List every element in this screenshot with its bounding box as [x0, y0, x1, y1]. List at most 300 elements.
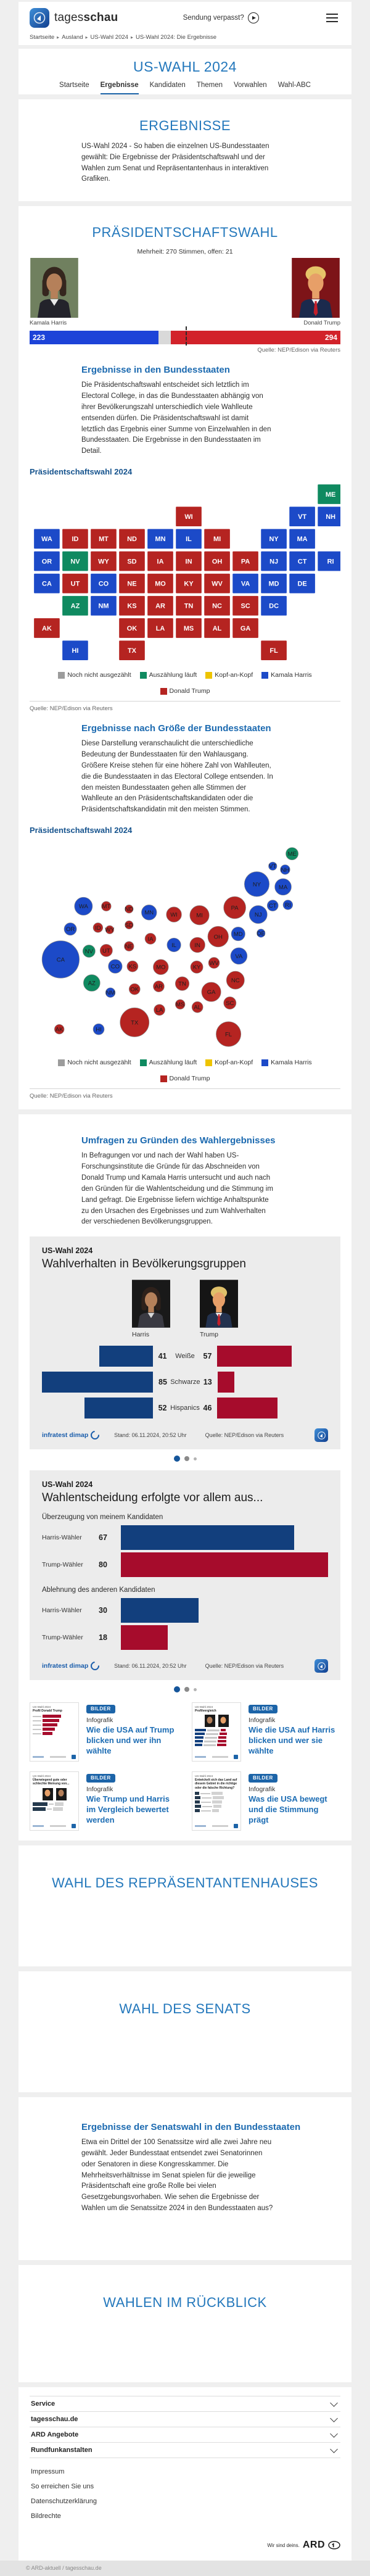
card1-photos [42, 1280, 328, 1338]
praes-heading: PRÄSIDENTSCHAFTSWAHL [92, 225, 278, 241]
state-OK[interactable] [119, 618, 146, 638]
state-NH[interactable] [318, 507, 340, 527]
bubble-TN[interactable] [175, 977, 189, 990]
svg-text:NV: NV [84, 948, 93, 955]
svg-text:WY: WY [105, 927, 115, 934]
breadcrumb-link[interactable]: Startseite [30, 34, 55, 41]
carousel-dot[interactable] [184, 1456, 189, 1461]
state-NY[interactable] [261, 529, 287, 549]
svg-text:ND: ND [125, 906, 134, 913]
ard-logo-icon [314, 1428, 328, 1442]
ergebnisse-heading: ERGEBNISSE [139, 118, 231, 133]
svg-text:VA: VA [240, 580, 250, 588]
trump-bar [217, 1398, 277, 1418]
wahlverhalten-card [30, 1236, 340, 1449]
site-header [18, 2, 352, 45]
state-IL[interactable] [176, 529, 202, 549]
teaser-kicker: Infografik [249, 1786, 276, 1794]
state-OR[interactable] [34, 551, 60, 571]
svg-text:WI: WI [184, 513, 193, 521]
tab-startseite[interactable]: Startseite [59, 81, 89, 89]
title-band [18, 49, 352, 94]
menu-button[interactable] [324, 11, 340, 25]
state-MS[interactable] [176, 618, 202, 638]
bubble-OR[interactable] [64, 923, 76, 935]
kamala-harris-portrait [30, 258, 79, 318]
svg-text:LA: LA [155, 624, 165, 632]
legend-swatch [205, 672, 212, 679]
state-CO[interactable] [91, 573, 117, 594]
state-HI[interactable] [62, 640, 89, 661]
bubble-CA[interactable] [42, 941, 79, 978]
footer-link-so-erreichen-sie-uns[interactable]: So erreichen Sie uns [31, 2483, 94, 2491]
bubble-MA[interactable] [275, 879, 292, 895]
state-ND[interactable] [119, 529, 146, 549]
svg-text:UT: UT [102, 947, 110, 955]
bubble-NE[interactable] [124, 942, 134, 951]
praesidentschaftswahl-section [18, 206, 352, 1109]
state-VT[interactable] [289, 507, 316, 527]
svg-text:ND: ND [127, 536, 137, 544]
footer-link-bildrechte[interactable]: Bildrechte [31, 2512, 61, 2520]
state-FL[interactable] [261, 640, 287, 661]
tab-wahl-abc[interactable]: Wahl-ABC [278, 81, 311, 89]
trump-votes-segment [171, 331, 340, 344]
chevron-down-icon [330, 2399, 338, 2407]
breadcrumb-separator: ▸ [130, 35, 133, 40]
bilder-badge: BILDER [249, 1774, 278, 1783]
teaser-card[interactable] [192, 1702, 340, 1762]
bubble-KY[interactable] [191, 961, 203, 973]
tab-bar [30, 81, 340, 94]
svg-text:PA: PA [231, 905, 239, 912]
divider [30, 1088, 340, 1089]
footer-accordions [30, 2396, 340, 2458]
state-KY[interactable] [176, 573, 202, 594]
svg-text:MA: MA [278, 884, 288, 891]
state-MD[interactable] [261, 573, 287, 594]
svg-text:MN: MN [155, 536, 166, 544]
state-MT[interactable] [91, 529, 117, 549]
breadcrumb-link[interactable]: US-Wahl 2024 [90, 34, 128, 41]
svg-text:TX: TX [131, 1019, 139, 1027]
bubble-MO[interactable] [153, 959, 168, 975]
bubble-OK[interactable] [129, 984, 140, 995]
state-IA[interactable] [147, 551, 174, 571]
svg-text:MI: MI [196, 912, 203, 919]
chevron-down-icon [330, 2414, 338, 2422]
state-NE[interactable] [119, 573, 146, 594]
svg-text:KS: KS [128, 963, 137, 971]
svg-text:MD: MD [233, 930, 243, 938]
svg-text:MA: MA [297, 536, 308, 544]
svg-text:HI: HI [72, 647, 79, 655]
harris-bar [99, 1346, 153, 1367]
senat-section [18, 1971, 352, 2092]
candidate-row [30, 258, 340, 331]
bubble-SD[interactable] [125, 921, 133, 929]
infratest-dimap-logo: infratest dimap [42, 1431, 99, 1439]
bilder-badge: BILDER [249, 1705, 278, 1713]
card2-footer [42, 1659, 328, 1673]
bubble-NV[interactable] [83, 945, 95, 957]
bubble-NY[interactable] [244, 872, 269, 897]
teaser-card[interactable] [30, 1702, 178, 1762]
svg-text:VT: VT [298, 513, 307, 521]
bubble-IL[interactable] [167, 938, 181, 951]
breadcrumb-link[interactable]: US-Wahl 2024: Die Ergebnisse [135, 34, 217, 41]
svg-text:NH: NH [281, 866, 290, 874]
svg-text:NJ: NJ [269, 558, 279, 566]
bubble-IA[interactable] [145, 933, 156, 944]
decision-bars [42, 1514, 328, 1650]
bubble-PA[interactable] [224, 897, 246, 919]
harris-caption: Kamala Harris [30, 320, 67, 327]
state-UT[interactable] [62, 573, 89, 594]
svg-text:WV: WV [212, 580, 223, 588]
svg-text:OH: OH [213, 934, 223, 941]
trump-votes-value: 294 [324, 333, 337, 342]
ergebnisse-intro: US-Wahl 2024 - So haben die einzelnen US-Bundesstaaten gewählt: Die Ergebnisse der Präsidentschaftswahl und der Wahlen zum Senat und Repräsentantenhaus in interaktiven Grafiken. [81, 143, 269, 183]
demographic-bars [42, 1344, 328, 1420]
footer-accordion-service[interactable]: Service [30, 2396, 340, 2412]
brand-name: tagesschau [54, 11, 118, 24]
svg-text:PA: PA [240, 558, 250, 566]
svg-text:NM: NM [98, 602, 109, 610]
carousel-dot-active[interactable] [174, 1456, 180, 1462]
teaser-title[interactable]: Wie Trump und Harris im Vergleich bewertet werden [86, 1794, 170, 1824]
svg-text:IA: IA [157, 558, 164, 566]
state-MA[interactable] [289, 529, 316, 549]
teaser-thumbnail: US-Wahl 2024 Profilvergleich [192, 1702, 241, 1762]
map-chart-title: Präsidentschaftswahl 2024 [30, 466, 133, 476]
svg-text:NC: NC [231, 977, 240, 984]
bubble-WY[interactable] [105, 926, 115, 934]
svg-text:AL: AL [194, 1004, 201, 1011]
bubble-NC[interactable] [226, 971, 244, 989]
bubble-RI[interactable] [283, 900, 293, 910]
svg-text:KY: KY [192, 964, 201, 971]
teaser-kicker: Infografik [86, 1717, 113, 1725]
bubble-CT[interactable] [267, 900, 278, 911]
carousel-dots-1 [30, 1456, 340, 1462]
bubble-CO[interactable] [109, 959, 122, 973]
state-MO[interactable] [147, 573, 174, 594]
kamala-harris-photo [30, 258, 79, 326]
svg-text:WV: WV [209, 959, 219, 967]
svg-text:OK: OK [126, 624, 138, 632]
divider [30, 701, 340, 702]
harris-thumb-label: Harris [132, 1331, 149, 1339]
bubble-VA[interactable] [231, 948, 247, 964]
state-DC[interactable] [261, 595, 287, 616]
state-KS[interactable] [119, 595, 146, 616]
bubble-GA[interactable] [202, 982, 221, 1001]
bubble-MD[interactable] [231, 927, 245, 940]
dimap-ring-icon [89, 1660, 101, 1672]
majority-marker [186, 326, 187, 346]
svg-text:OR: OR [41, 558, 52, 566]
teaser-thumbnail: US-Wahl 2024 Entwickelt sich das Land auf diesem Gebiet in die richtige oder die falsche Richtung? [192, 1771, 241, 1831]
svg-text:TX: TX [128, 647, 136, 655]
carousel-dot[interactable] [194, 1457, 197, 1460]
state-SD[interactable] [119, 551, 146, 571]
state-NV[interactable] [62, 551, 89, 571]
state-TN[interactable] [176, 595, 202, 616]
decision-row: Harris-Wähler 67 [42, 1525, 328, 1551]
bubble-ME[interactable] [286, 848, 298, 860]
legend-item: Kamala Harris [261, 671, 312, 679]
bubble-map-wrap [30, 839, 340, 1054]
card2-title: Wahlentscheidung erfolgte vor allem aus... [42, 1491, 263, 1505]
bilder-badge: BILDER [86, 1705, 115, 1713]
bubble-WI[interactable] [166, 907, 182, 922]
ard-logo-icon [314, 1659, 328, 1673]
legend-swatch [58, 1059, 65, 1066]
state-RI[interactable] [318, 551, 340, 571]
svg-text:OK: OK [130, 986, 139, 993]
open-votes-segment [158, 331, 171, 344]
harris-bar [121, 1598, 199, 1623]
umfragen-section [18, 1114, 352, 1841]
us-map-wrap [30, 480, 340, 666]
legend-swatch [261, 672, 268, 679]
svg-text:RI: RI [327, 558, 334, 566]
svg-text:MO: MO [156, 964, 166, 971]
legend-item: Auszählung läuft [140, 671, 197, 679]
demo-row: 41 Weiße 57 [42, 1344, 328, 1368]
state-PA[interactable] [232, 551, 259, 571]
bubble-NH[interactable] [281, 865, 290, 875]
state-NM[interactable] [91, 595, 117, 616]
state-IN[interactable] [176, 551, 202, 571]
state-AL[interactable] [204, 618, 231, 638]
teaser-title[interactable]: Wie die USA auf Harris blicken und wer sie wählte [249, 1725, 335, 1755]
harris-thumb-portrait [132, 1280, 170, 1328]
breadcrumb-separator: ▸ [85, 35, 88, 40]
donald-trump-portrait [291, 258, 340, 318]
svg-text:WA: WA [41, 536, 52, 544]
bubble-MT[interactable] [101, 901, 111, 911]
bubble-AZ[interactable] [83, 975, 100, 992]
state-VA[interactable] [232, 573, 259, 594]
card2-stand: Stand: 06.11.2024, 20:52 Uhr [114, 1663, 187, 1670]
legend-item: Noch nicht ausgezählt [58, 671, 131, 679]
bubble-AR[interactable] [153, 981, 164, 992]
bubble-NJ[interactable] [249, 906, 267, 924]
svg-text:ME: ME [287, 851, 297, 858]
svg-text:ME: ME [325, 491, 336, 499]
svg-text:AZ: AZ [88, 980, 96, 987]
footer-accordion-tagesschau-de[interactable]: tagesschau.de [30, 2412, 340, 2427]
tab-kandidaten[interactable]: Kandidaten [149, 81, 186, 89]
svg-text:IL: IL [186, 536, 192, 544]
trump-thumb-photo [200, 1280, 238, 1338]
state-CT[interactable] [289, 551, 316, 571]
bubble-UT[interactable] [100, 944, 112, 956]
rueckblick-section [18, 2265, 352, 2382]
teaser-title[interactable]: Was die USA bewegt und die Stimmung prägt [249, 1794, 327, 1824]
state-WV[interactable] [204, 573, 231, 594]
bubble-MN[interactable] [141, 905, 157, 921]
card2-kicker: US-Wahl 2024 [42, 1480, 93, 1489]
carousel-dot[interactable] [194, 1688, 197, 1691]
svg-text:AK: AK [55, 1026, 64, 1033]
site-footer [18, 2387, 352, 2561]
group-label: Ablehnung des anderen Kandidaten [42, 1586, 155, 1594]
state-NC[interactable] [204, 595, 231, 616]
decision-row: Trump-Wähler 18 [42, 1625, 328, 1650]
svg-text:AR: AR [154, 984, 163, 991]
svg-text:OH: OH [212, 558, 223, 566]
bubble-SC[interactable] [224, 996, 236, 1009]
tagesschau-app-icon [30, 8, 49, 28]
bubble-LA[interactable] [154, 1004, 165, 1016]
repr-heading: WAHL DES REPRÄSENTANTENHAUSES [52, 1875, 318, 1891]
senat-heading: WAHL DES SENATS [119, 2001, 251, 2017]
state-SC[interactable] [232, 595, 259, 616]
state-WY[interactable] [91, 551, 117, 571]
page [0, 2, 370, 2576]
bubble-AL[interactable] [192, 1001, 203, 1013]
map-section-text: Die Präsidentschaftswahl entscheidet sich letztlich im Electoral College, in das die Bundesstaaten abhängig von ihrer Bevölkerungszahl unterschiedlich viele Wahlleute entsenden dürfen. Die Präsidentschaftswahl ist damit letztlich das Ergebnis einer Summe von Einzelwahlen in den Bundesstaaten. Die Ergebnisse in den Bundesstaaten im Detail. [81, 381, 271, 455]
donald-trump-photo [291, 258, 340, 326]
bubble-KS[interactable] [127, 961, 138, 972]
svg-text:AL: AL [212, 624, 222, 632]
tab-vorwahlen[interactable]: Vorwahlen [234, 81, 267, 89]
bubble-MS[interactable] [175, 1000, 185, 1009]
svg-text:MO: MO [155, 580, 166, 588]
svg-text:SD: SD [125, 922, 133, 929]
teaser-title[interactable]: Wie die USA auf Trump blicken und wer ihn wählte [86, 1725, 175, 1755]
bubble-NM[interactable] [105, 988, 115, 998]
state-CA[interactable] [34, 573, 60, 594]
svg-text:TN: TN [184, 602, 194, 610]
svg-text:NY: NY [269, 536, 279, 544]
svg-text:CT: CT [268, 903, 277, 910]
legend-swatch [160, 1075, 167, 1082]
tab-ergebnisse[interactable]: Ergebnisse [101, 81, 139, 94]
state-TX[interactable] [119, 640, 146, 661]
card1-title: Wahlverhalten in Bevölkerungsgruppen [42, 1257, 246, 1271]
bubble-MI[interactable] [190, 906, 209, 925]
state-GA[interactable] [232, 618, 259, 638]
legend-item: Auszählung läuft [140, 1059, 197, 1066]
ergebnisse-section [18, 99, 352, 201]
footer-links [30, 2464, 340, 2524]
svg-text:CO: CO [98, 580, 109, 588]
us-bubble-map[interactable] [30, 839, 340, 1054]
bubble-ID[interactable] [93, 923, 103, 933]
copyright-strip [0, 2561, 370, 2576]
map-legend [30, 671, 340, 695]
state-MN[interactable] [147, 529, 174, 549]
bubble-DE[interactable] [257, 929, 265, 937]
state-LA[interactable] [147, 618, 174, 638]
legend-item: Donald Trump [160, 1075, 210, 1082]
legend-swatch [140, 672, 147, 679]
trump-caption: Donald Trump [303, 320, 340, 327]
breadcrumb-link[interactable]: Ausland [62, 34, 83, 41]
bubble-IN[interactable] [190, 937, 205, 953]
us-states-map[interactable] [30, 480, 340, 666]
svg-text:RI: RI [285, 901, 291, 909]
teaser-thumbnail: US-Wahl 2024 Überwiegend gute oder schlechte Meinung von... [30, 1771, 79, 1831]
sendung-verpasst-button[interactable] [179, 12, 263, 24]
umfragen-text: In Befragungen vor und nach der Wahl haben US-Forschungsinstitute die Gründe für das Abschneiden von Donald Trump und Kamala Harris untersucht und auch nach den Gründen für die Wahlentscheidung und die Stimmung im Land gefragt. Die Ergebnisse liefern wichtige Anhaltspunkte zu den Ursachen des Ergebnisses und zum Wahlverhalten der verschiedenen Bevölkerungsgruppen. [81, 1152, 273, 1226]
state-WI[interactable] [176, 507, 202, 527]
bubble-OH[interactable] [208, 926, 229, 947]
group-label: Überzeugung von meinem Kandidaten [42, 1514, 163, 1522]
state-MI[interactable] [204, 529, 231, 549]
trump-bar [217, 1346, 292, 1367]
bubble-HI[interactable] [93, 1024, 104, 1035]
chevron-down-icon [330, 2430, 338, 2438]
state-OH[interactable] [204, 551, 231, 571]
teaser-thumbnail: US-Wahl 2024 Profil Donald Trump [30, 1702, 79, 1762]
state-WA[interactable] [34, 529, 60, 549]
svg-text:KS: KS [127, 602, 137, 610]
carousel-dots-2 [30, 1686, 340, 1692]
svg-text:MD: MD [268, 580, 279, 588]
legend-swatch [140, 1059, 147, 1066]
footer-accordion-ard-angebote[interactable]: ARD Angebote [30, 2427, 340, 2443]
rueckblick-heading: WAHLEN IM RÜCKBLICK [103, 2295, 267, 2311]
state-DE[interactable] [289, 573, 316, 594]
teaser-card[interactable] [30, 1771, 178, 1831]
map-section-heading: Ergebnisse in den Bundesstaaten [81, 365, 230, 376]
bubble-WA[interactable] [75, 897, 92, 915]
breadcrumb [30, 30, 340, 45]
svg-text:SD: SD [127, 558, 137, 566]
state-AR[interactable] [147, 595, 174, 616]
carousel-dot[interactable] [184, 1687, 189, 1692]
svg-text:NY: NY [252, 881, 261, 888]
bubble-WV[interactable] [208, 958, 220, 969]
svg-text:AR: AR [155, 602, 165, 610]
card1-kicker: US-Wahl 2024 [42, 1246, 93, 1256]
tagesschau-logo[interactable] [30, 8, 118, 28]
footer-accordion-rundfunkanstalten[interactable]: Rundfunkanstalten [30, 2443, 340, 2458]
infratest-dimap-logo: infratest dimap [42, 1662, 99, 1670]
bubble-TX[interactable] [120, 1008, 149, 1037]
footer-link-impressum[interactable]: Impressum [31, 2468, 65, 2476]
state-NJ[interactable] [261, 551, 287, 571]
bubble-ND[interactable] [125, 905, 133, 913]
state-AZ[interactable] [62, 595, 89, 616]
svg-text:DC: DC [269, 602, 279, 610]
state-ME[interactable] [318, 484, 340, 505]
state-AK[interactable] [34, 618, 60, 638]
svg-text:GA: GA [207, 989, 216, 996]
tab-themen[interactable]: Themen [196, 81, 223, 89]
bubble-AK[interactable] [54, 1024, 64, 1034]
svg-text:NC: NC [212, 602, 222, 610]
bubble-VT[interactable] [269, 862, 277, 870]
teaser-card[interactable] [192, 1771, 340, 1831]
svg-text:TN: TN [178, 980, 186, 988]
senatswahl-text: Etwa ein Drittel der 100 Senatssitze wird alle zwei Jahre neu gewählt. Jeder Bundesstaat entsendet zwei Senatorinnen oder Senatoren in diese Kongresskammer. Die Mehrheitsverhältnisse im Senat spielen für die jeweilige Präsidentschaft eine große Rolle bei vielen Gesetzgebungsvorhaben. Wie sehen die Ergebnisse der Wahlen um die Senatssitze 2024 in den Bundesstaaten aus? [81, 2139, 273, 2213]
bubble-FL[interactable] [216, 1022, 240, 1046]
svg-text:VT: VT [269, 863, 277, 871]
legend-item: Kamala Harris [261, 1059, 312, 1066]
state-ID[interactable] [62, 529, 89, 549]
bilder-badge: BILDER [86, 1774, 115, 1783]
bubble-chart-title: Präsidentschaftswahl 2024 [30, 826, 133, 835]
electoral-vote-bar [30, 331, 340, 344]
carousel-dot-active[interactable] [174, 1686, 180, 1692]
footer-link-datenschutzerkl-rung[interactable]: Datenschutzerklärung [31, 2498, 97, 2506]
